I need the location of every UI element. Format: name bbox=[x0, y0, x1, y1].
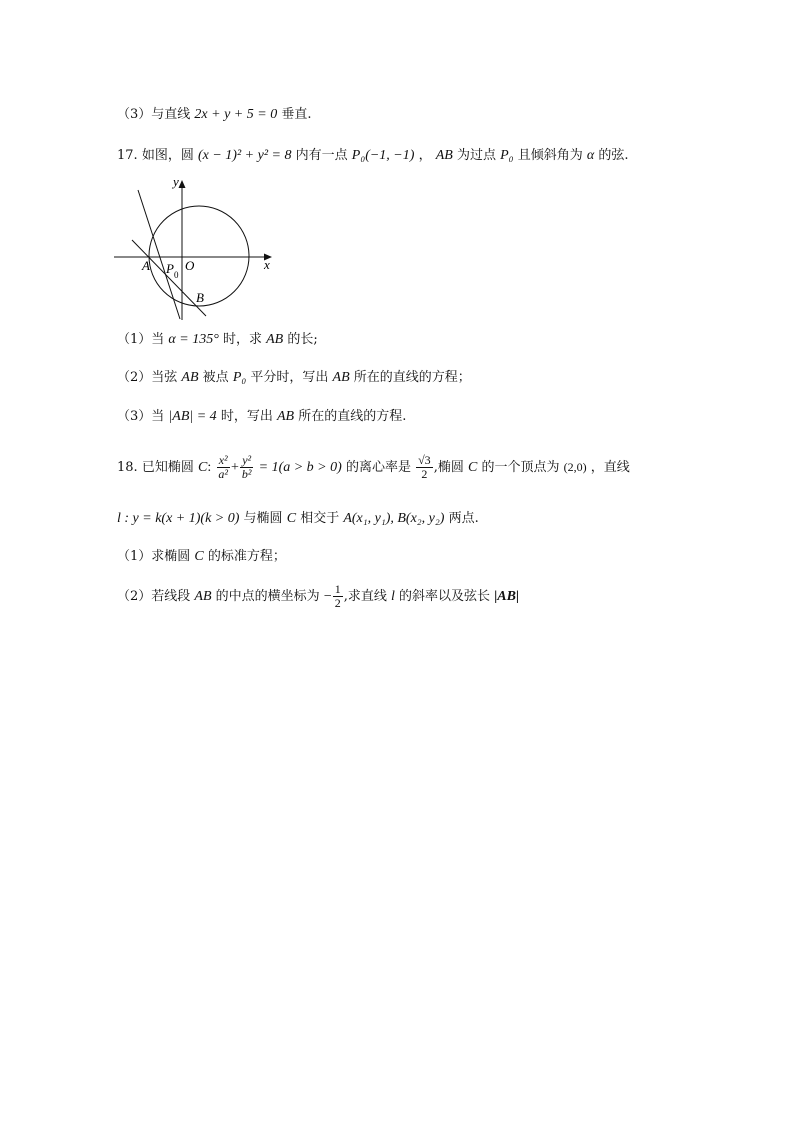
q18-part2-mid: 的中点的横坐标为 bbox=[215, 589, 320, 604]
q18-eq-rest: = 1(a > b > 0) bbox=[258, 460, 342, 475]
q18-minus: − bbox=[323, 589, 332, 604]
q18-line2-a: 与椭圆 bbox=[243, 511, 283, 526]
q17-ab: AB bbox=[435, 148, 453, 163]
q17-part2-ab2: AB bbox=[332, 370, 350, 385]
q18-intro-a: 已知椭圆 bbox=[141, 460, 194, 475]
q17-part1 bbox=[117, 331, 318, 349]
q18-part2-l: l bbox=[391, 589, 395, 604]
q18-intro-e: ，直线 bbox=[590, 460, 630, 475]
q18-part2-ab: AB bbox=[194, 589, 212, 604]
q16-part3-prefix: （3）与直线 bbox=[117, 107, 191, 122]
q18-c2: C bbox=[467, 460, 478, 475]
q18-intersection-points: A(x₁, y₁), B(x₂, y₂) bbox=[343, 511, 445, 526]
q17-part2-suffix: 所在的直线的方程； bbox=[353, 370, 471, 385]
q18-colon: : bbox=[207, 460, 212, 475]
q17-circle-equation: (x − 1)² + y² = 8 bbox=[197, 148, 292, 163]
q17-part2-mid: 被点 bbox=[202, 370, 229, 385]
q17-part2-ab: AB bbox=[181, 370, 199, 385]
q17-intro-d: 为过点 bbox=[456, 148, 496, 163]
q18-line2-c: C bbox=[286, 511, 297, 526]
q17-part1-ab: AB bbox=[266, 332, 284, 347]
q17-intro-b: 内有一点 bbox=[295, 148, 348, 163]
q18-intro-d: 的一个顶点为 bbox=[481, 460, 560, 475]
steep-line bbox=[138, 190, 180, 319]
q17-part1-suffix: 的长; bbox=[287, 332, 318, 347]
label-origin: O bbox=[185, 258, 195, 273]
q18-line2-b: 相交于 bbox=[300, 511, 340, 526]
q18-half-num: 1 bbox=[334, 582, 341, 596]
q18-line2 bbox=[117, 510, 479, 528]
q17-part3-mid: 时，写出 bbox=[220, 409, 273, 424]
q18-frac-y-num: y² bbox=[242, 453, 252, 467]
q17-alpha: α bbox=[586, 148, 595, 163]
chord-line bbox=[132, 240, 206, 316]
q18-part1-c: C bbox=[194, 549, 204, 564]
q18-plus: + bbox=[230, 460, 239, 475]
q18-part2-suffix: 的斜率以及弦长 bbox=[399, 589, 491, 604]
q18-two: 2 bbox=[421, 467, 428, 481]
q18-intro bbox=[117, 452, 630, 483]
q17-part1-mid: 时，求 bbox=[222, 332, 262, 347]
q18-number: 18. bbox=[117, 460, 138, 475]
q17-part3-suffix: 所在的直线的方程. bbox=[298, 409, 407, 424]
q18-frac-y-den: b² bbox=[241, 467, 252, 481]
q18-c: C bbox=[197, 460, 208, 475]
q17-circle-diagram bbox=[112, 172, 282, 322]
q17-part1-equation: α = 135° bbox=[168, 332, 219, 347]
q18-frac-x-num: x² bbox=[218, 453, 228, 467]
q17-p0: P₀ bbox=[500, 148, 514, 163]
q17-intro-f: 的弦. bbox=[598, 148, 629, 163]
label-b: B bbox=[196, 290, 204, 305]
q17-part3-prefix: （3）当 bbox=[117, 409, 165, 424]
q17-intro-a: 如图，圆 bbox=[141, 148, 194, 163]
q18-part2-mid2: ,求直线 bbox=[343, 589, 387, 604]
q16-part3 bbox=[117, 106, 311, 124]
q17-part2 bbox=[117, 369, 471, 387]
q18-frac-x bbox=[216, 454, 230, 481]
q18-intro-c: ,椭圆 bbox=[433, 460, 464, 475]
q17-part3-equation: |AB| = 4 bbox=[168, 409, 217, 424]
q18-eccentricity bbox=[416, 454, 433, 481]
q18-part1-suffix: 的标准方程； bbox=[207, 549, 286, 564]
label-y: y bbox=[173, 174, 179, 189]
label-p: P bbox=[166, 261, 174, 276]
q18-part2-prefix: （2）若线段 bbox=[117, 589, 191, 604]
q18-half-den: 2 bbox=[334, 596, 341, 610]
q16-part3-equation: 2x + y + 5 = 0 bbox=[194, 107, 278, 122]
q17-intro-c: ， bbox=[418, 148, 432, 163]
q17-number: 17. bbox=[117, 148, 138, 163]
q18-vertex: (2,0) bbox=[563, 460, 587, 474]
q18-line-equation: l : y = k(x + 1)(k > 0) bbox=[117, 511, 240, 526]
q18-frac-y bbox=[240, 454, 254, 481]
q18-part2-abs-ab: |AB| bbox=[494, 589, 520, 604]
q18-part2 bbox=[117, 582, 519, 612]
q17-part3-ab: AB bbox=[276, 409, 295, 424]
q17-part3 bbox=[117, 408, 406, 426]
q18-half bbox=[333, 583, 343, 610]
y-axis-arrow-icon bbox=[179, 180, 186, 188]
q16-part3-suffix: 垂直. bbox=[281, 107, 312, 122]
q18-part1 bbox=[117, 548, 286, 566]
q17-part2-mid2: 平分时，写出 bbox=[250, 370, 329, 385]
q17-figure bbox=[112, 172, 282, 322]
q17-intro bbox=[117, 147, 628, 165]
label-a: A bbox=[142, 258, 150, 273]
q18-frac-x-den: a² bbox=[218, 467, 228, 481]
label-p-subscript: 0 bbox=[174, 270, 179, 280]
q17-part2-p0: P₀ bbox=[232, 370, 247, 385]
q18-line2-c-suffix: 两点. bbox=[448, 511, 479, 526]
q18-intro-b: 的离心率是 bbox=[345, 460, 411, 475]
q18-sqrt3: √3 bbox=[418, 453, 431, 467]
q17-intro-e: 且倾斜角为 bbox=[517, 148, 583, 163]
q18-part1-prefix: （1）求椭圆 bbox=[117, 549, 191, 564]
q17-part1-prefix: （1）当 bbox=[117, 332, 165, 347]
q17-point-p0: P₀(−1, −1) bbox=[351, 148, 415, 163]
q17-part2-prefix: （2）当弦 bbox=[117, 370, 178, 385]
label-x: x bbox=[264, 257, 270, 272]
